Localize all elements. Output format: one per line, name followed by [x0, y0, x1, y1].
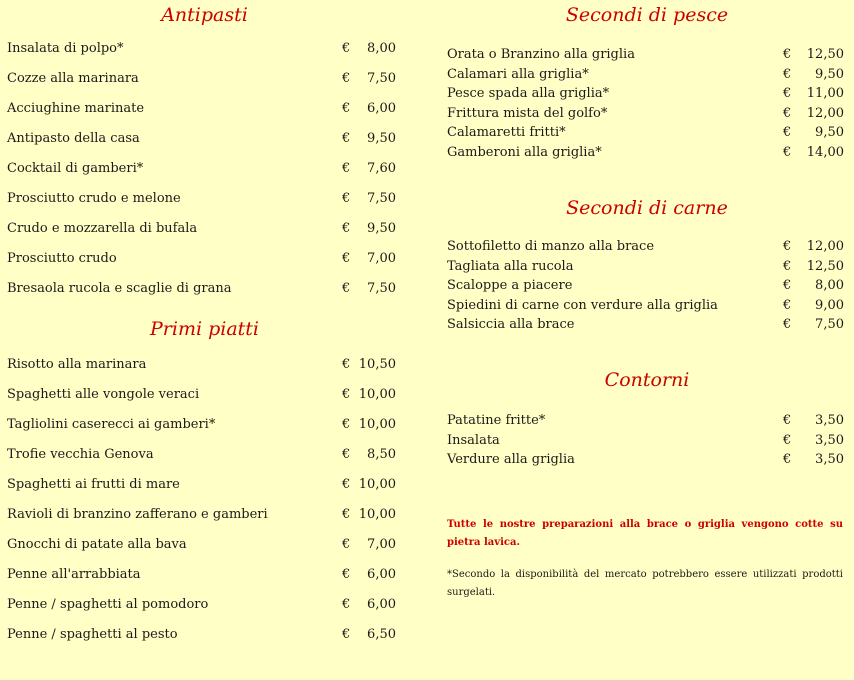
menu-item [7, 40, 402, 70]
menu-item-price: 7,50 [367, 281, 396, 296]
menu-item [7, 446, 402, 476]
frozen-note: *Secondo la disponibilità del mercato potrebbero essere utilizzati prodotti surgelati. [447, 569, 843, 598]
menu-item-price: 10,00 [358, 387, 396, 402]
euro-sign: € [342, 477, 351, 492]
menu-item-name: Patatine fritte* [447, 413, 546, 428]
menu-item-price: 7,60 [367, 161, 396, 176]
menu-item [7, 476, 402, 506]
menu-item-name: Spaghetti alle vongole veraci [7, 387, 200, 402]
euro-sign: € [342, 537, 351, 552]
menu-item-name: Trofie vecchia Genova [7, 447, 154, 462]
menu-item-name: Acciughine marinate [7, 101, 145, 116]
menu-item [7, 250, 402, 280]
menu-item-name: Cocktail di gamberi* [7, 161, 144, 176]
menu-item-name: Prosciutto crudo [7, 251, 117, 266]
menu-item [7, 386, 402, 416]
menu-item [447, 124, 847, 144]
euro-sign: € [783, 452, 792, 467]
section-title-primi: Primi piatti [150, 318, 259, 340]
menu-item-name: Penne all'arrabbiata [7, 567, 141, 582]
euro-sign: € [342, 71, 351, 86]
euro-sign: € [342, 191, 351, 206]
euro-sign: € [342, 507, 351, 522]
pesce-list [447, 46, 847, 163]
menu-item-price: 8,50 [367, 447, 396, 462]
euro-sign: € [783, 413, 792, 428]
carne-list [447, 238, 847, 336]
menu-item [7, 220, 402, 250]
euro-sign: € [342, 251, 351, 266]
menu-item-price: 10,00 [358, 417, 396, 432]
menu-item [7, 416, 402, 446]
menu-item-price: 9,50 [815, 125, 844, 140]
menu-item [7, 566, 402, 596]
antipasti-list [7, 40, 402, 310]
euro-sign: € [342, 41, 351, 56]
euro-sign: € [783, 86, 792, 101]
menu-item-name: Spaghetti ai frutti di mare [7, 477, 180, 492]
menu-item [447, 412, 847, 432]
section-title-antipasti: Antipasti [161, 4, 248, 26]
menu-item-price: 9,00 [815, 297, 844, 313]
menu-item-name: Sottofiletto di manzo alla brace [447, 239, 655, 254]
menu-item-name: Frittura mista del golfo* [447, 105, 608, 121]
menu-item-name: Insalata [447, 432, 500, 448]
menu-item-name: Cozze alla marinara [7, 71, 139, 86]
euro-sign: € [783, 297, 792, 313]
menu-item-name: Bresaola rucola e scaglie di grana [7, 281, 232, 296]
menu-item-price: 6,00 [367, 101, 396, 116]
menu-item-price: 10,00 [358, 507, 396, 522]
menu-item [447, 316, 847, 336]
menu-item-price: 12,00 [806, 239, 844, 254]
menu-item-name: Tagliata alla rucola [447, 258, 574, 274]
menu-item-price: 8,00 [367, 41, 396, 56]
euro-sign: € [342, 387, 351, 402]
euro-sign: € [783, 125, 792, 140]
menu-item [7, 506, 402, 536]
menu-item [447, 238, 847, 258]
menu-item-price: 7,50 [367, 191, 396, 206]
menu-item-price: 6,00 [367, 597, 396, 612]
menu-item [447, 105, 847, 125]
menu-item-name: Insalata di polpo* [7, 41, 124, 56]
menu-item [7, 100, 402, 130]
menu-item-name: Tagliolini casereccі ai gamberi* [7, 417, 216, 432]
menu-item-name: Scaloppe a piacere [447, 278, 573, 293]
euro-sign: € [342, 597, 351, 612]
menu-item-price: 3,50 [815, 452, 844, 467]
menu-item-price: 7,00 [367, 537, 396, 552]
menu-item [447, 85, 847, 105]
menu-item-price: 7,50 [367, 71, 396, 86]
section-title-pesce: Secondi di pesce [565, 4, 729, 26]
menu-item-price: 3,50 [815, 432, 844, 448]
menu-item-price: 9,50 [367, 221, 396, 236]
menu-item-price: 12,00 [806, 105, 844, 121]
euro-sign: € [342, 281, 351, 296]
euro-sign: € [783, 105, 792, 121]
menu-item-price: 14,00 [806, 144, 844, 160]
euro-sign: € [342, 221, 351, 236]
menu-item [7, 596, 402, 626]
menu-item [447, 46, 847, 66]
menu-item-name: Gnocchi di patate alla bava [7, 537, 187, 552]
menu-item [447, 451, 847, 471]
menu-item-name: Crudo e mozzarella di bufala [7, 221, 198, 236]
menu-item-price: 8,00 [815, 278, 844, 293]
euro-sign: € [342, 417, 351, 432]
euro-sign: € [783, 66, 792, 82]
primi-list [7, 356, 402, 656]
euro-sign: € [342, 627, 351, 642]
menu-item-name: Verdure alla griglia [447, 452, 575, 467]
euro-sign: € [342, 357, 351, 372]
menu-item [447, 66, 847, 86]
section-title-carne: Secondi di carne [566, 197, 728, 219]
menu-item [7, 626, 402, 656]
menu-item-price: 12,50 [806, 258, 844, 274]
euro-sign: € [342, 447, 351, 462]
menu-item [447, 432, 847, 452]
menu-item [7, 536, 402, 566]
menu-item [7, 280, 402, 310]
menu-item-name: Prosciutto crudo e melone [7, 191, 181, 206]
menu-item-price: 7,50 [815, 317, 844, 332]
euro-sign: € [342, 161, 351, 176]
menu-item-price: 9,50 [815, 66, 844, 82]
menu-item-price: 12,50 [806, 47, 844, 62]
menu-item [447, 144, 847, 164]
section-title-contorni: Contorni [604, 369, 690, 391]
menu-item-price: 11,00 [806, 86, 844, 101]
menu-item-name: Calamaretti fritti* [447, 125, 566, 140]
euro-sign: € [342, 101, 351, 116]
menu-item-price: 9,50 [367, 131, 396, 146]
menu-item-price: 7,00 [367, 251, 396, 266]
menu-item-name: Penne / spaghetti al pesto [7, 627, 178, 642]
menu-item [7, 70, 402, 100]
menu-item-name: Ravioli di branzino zafferano e gamberi [7, 507, 268, 522]
menu-item-name: Spiedini di carne con verdure alla griglia [447, 297, 718, 313]
menu-item-name: Risotto alla marinara [7, 357, 147, 372]
menu-item-name: Antipasto della casa [7, 131, 140, 146]
menu-item-name: Pesce spada alla griglia* [447, 86, 610, 101]
euro-sign: € [783, 317, 792, 332]
menu-item-name: Calamari alla griglia* [447, 66, 589, 82]
euro-sign: € [342, 567, 351, 582]
menu-item-price: 10,50 [358, 357, 396, 372]
euro-sign: € [783, 258, 792, 274]
menu-item [447, 297, 847, 317]
menu-item-name: Penne / spaghetti al pomodoro [7, 597, 209, 612]
euro-sign: € [783, 47, 792, 62]
menu-item-price: 6,50 [367, 627, 396, 642]
menu-item [447, 258, 847, 278]
menu-item [7, 356, 402, 386]
menu-item [447, 277, 847, 297]
contorni-list [447, 412, 847, 471]
menu-item-name: Salsiccia alla brace [447, 317, 575, 332]
menu-item [7, 160, 402, 190]
euro-sign: € [783, 239, 792, 254]
euro-sign: € [342, 131, 351, 146]
menu-item-name: Gamberoni alla griglia* [447, 144, 602, 160]
euro-sign: € [783, 432, 792, 448]
menu-item-price: 6,00 [367, 567, 396, 582]
menu-item-price: 3,50 [815, 413, 844, 428]
grill-note: Tutte le nostre preparazioni alla brace o griglia vengono cotte su pietra lavica. [447, 519, 843, 548]
menu-item [7, 190, 402, 220]
euro-sign: € [783, 144, 792, 160]
euro-sign: € [783, 278, 792, 293]
menu-item-name: Orata o Branzino alla griglia [447, 47, 635, 62]
menu-item-price: 10,00 [358, 477, 396, 492]
menu-item [7, 130, 402, 160]
